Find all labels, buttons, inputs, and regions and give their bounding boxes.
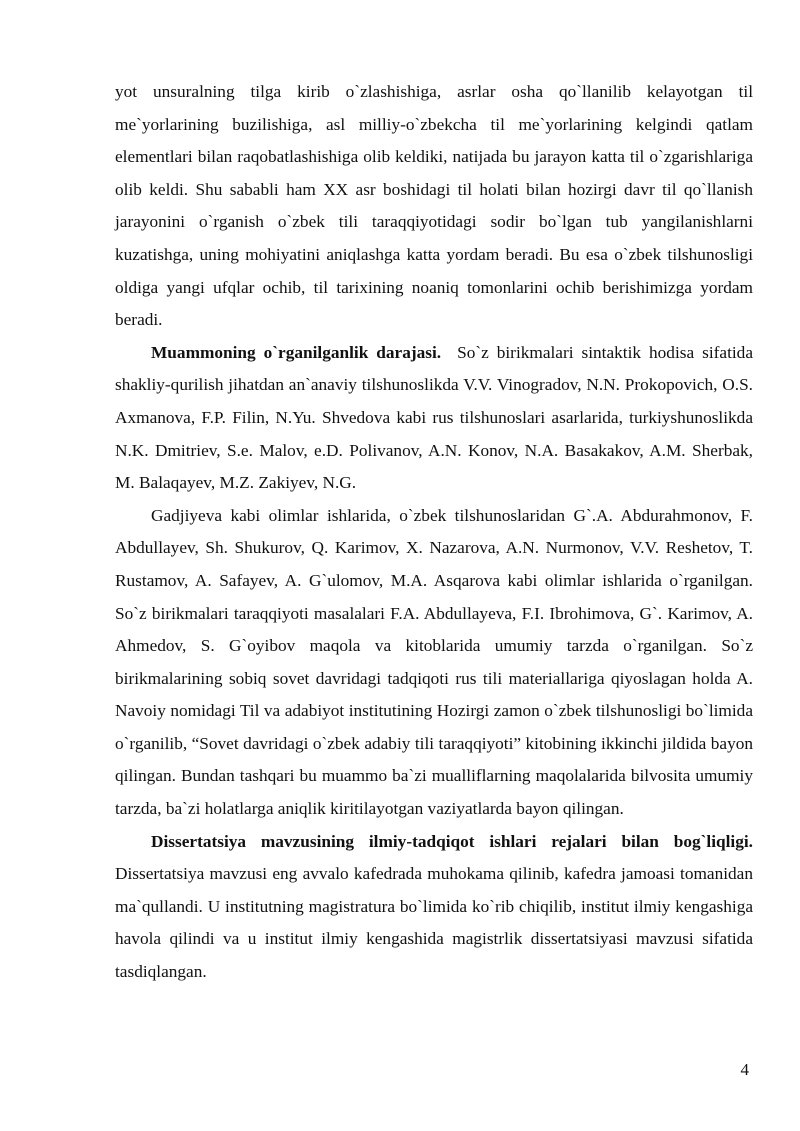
paragraph-text: So`z birikmalari sintaktik hodisa sifatida shakliy-qurilish jihatdan an`anaviy tilshunoslikda V.V. Vinogradov, N.N. Prokopovich, O.S. Axmanova, F.P. Filin, N.Yu. Shvedova kabi rus tilshunoslari asarlarida, turkiyshunoslikda N.K. Dmitriev, S.e. Malov, e.D. Polivanov, A.N. Konov, N.A. Basakakov, A.M. Sherbak, M. Balaqayev, M.Z. Zakiyev, N.G. xyxy=(115,342,758,493)
section-heading-research-degree: Muammoning o`rganilganlik darajasi. xyxy=(151,342,442,362)
paragraph-text: Gadjiyeva kabi olimlar ishlarida, o`zbek tilshunoslaridan G`.A. Abdurahmonov, F. Abdullayev, Sh. Shukurov, Q. Karimov, X. Nazarova, A.N. Nurmonov, V.V. Reshetov, T. Rustamov, A. Safayev, A. G`ulomov, M.A. Asqarova kabi olimlar ishlarida o`rganilgan. So`z birikmalari taraqqiyoti masalalari F.A. Abdullayeva, F.I. Ibrohimova, G`. Karimov, A. Ahmedov, S. G`oyibov maqola va kitoblarida umumiy tarzda o`rganilgan. So`z birikmalarining sobiq sovet davridagi tadqiqoti rus tili materiallariga qiyoslagan holda A. Navoiy nomidagi Til va adabiyot institutining Hozirgi zamon o`zbek tilshunosligi bo`limida o`rganilib, “Sovet davridagi o`zbek adabiy tili taraqqiyoti” kitobining ikkinchi jildida bayon qilingan. Bundan tashqari bu muammo ba`zi mualliflarning maqolalarida bilvosita umumiy tarzda, ba`zi holatlarga aniqlik kiritilayotgan vaziyatlarda bayon qilingan. xyxy=(115,505,753,819)
document-page xyxy=(115,76,758,989)
paragraph-research-degree xyxy=(115,337,758,500)
section-heading-dissertation-relevance: Dissertatsiya mavzusining ilmiy-tadqiqot ishlari rejalari bilan bog`liqligi. xyxy=(151,831,753,851)
paragraph-text: yot unsuralning tilga kirib o`zlashishiga, asrlar osha qo`llanilib kelayotgan til me`yorlarining buzilishiga, asl milliy-o`zbekcha til me`yorlarining kelgindi qatlam elementlari bilan raqobatlashishiga olib keldiki, natijada bu jarayon katta til o`zgarishlariga olib keldi. Shu sababli ham XX asr boshidagi til holati bilan hozirgi davr til qo`llanish jarayonini o`rganish o`zbek tili taraqqiyotidagi sodir bo`lgan tub yangilanishlarni kuzatishga, uning mohiyatini aniqlashga katta yordam beradi. Bu esa o`zbek tilshunosligi oldiga yangi ufqlar ochib, til tarixining noaniq tomonlarini ochib berishimizga yordam beradi. xyxy=(115,82,753,330)
paragraph-intro-continuation xyxy=(115,76,753,337)
page-number: 4 xyxy=(740,1060,749,1079)
paragraph-text: Dissertatsiya mavzusi eng avvalo kafedrada muhokama qilinib, kafedra jamoasi tomanidan ma`qullandi. U institutning magistratura bo`limida ko`rib chiqilib, institut ilmiy kengashiga havola qilindi va u institut ilmiy kengashida magistrlik dissertatsiyasi mavzusi sifatida tasdiqlangan. xyxy=(115,864,753,982)
paragraph-uzbek-linguists xyxy=(115,500,753,826)
paragraph-dissertation-relevance xyxy=(115,826,753,989)
